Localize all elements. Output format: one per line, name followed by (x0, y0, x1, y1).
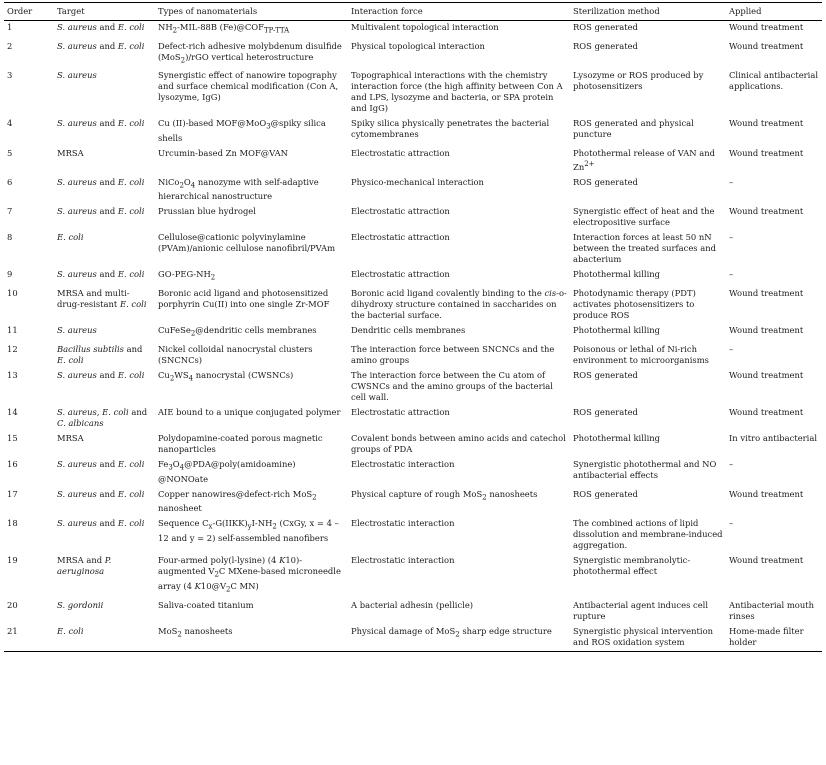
cell-order: 15 (7, 432, 18, 443)
cell-method: ROS generated (573, 22, 638, 32)
header-type: Types of nanomaterials (155, 3, 348, 21)
cell-force: Electrostatic attraction (351, 406, 450, 417)
cell-force: Electrostatic attraction (351, 148, 450, 159)
cell-order: 14 (7, 406, 18, 417)
nanomaterials-table (4, 2, 822, 652)
cell-type: CuFeSe$_2$@dendritic cells membranes (158, 325, 317, 338)
table-row (4, 205, 822, 231)
cell-method: Synergistic membranolytic-photothermal effect (573, 555, 691, 577)
table-row (4, 268, 822, 287)
cell-target: S. aureus (57, 70, 97, 81)
cell-method: Interaction forces at least 50 nN between the treated surfaces and abacterium (573, 232, 717, 265)
table-row (4, 369, 822, 406)
cell-order: 1 (7, 22, 13, 32)
cell-force: Spiky silica physically penetrates the bacterial cytomembranes (351, 118, 550, 140)
cell-method: ROS generated (573, 40, 638, 51)
header-force: Interaction force (348, 3, 570, 21)
cell-applied: – (729, 458, 734, 469)
table-row (4, 343, 822, 369)
cell-order: 6 (7, 176, 13, 187)
cell-method: Synergistic photothermal and NO antibacterial effects (573, 458, 717, 480)
cell-order: 12 (7, 343, 18, 354)
cell-order: 10 (7, 288, 18, 299)
cell-force: Physical damage of MoS$_2$ sharp edge structure (348, 625, 570, 652)
cell-method: Photothermal killing (573, 432, 661, 443)
cell-method: Photothermal killing (573, 325, 661, 336)
cell-method: The combined actions of lipid dissolution and membrane-induced aggregation. (573, 518, 723, 551)
cell-force: Electrostatic interaction (351, 518, 455, 529)
cell-type: $GO-PEG-NH_2$ (158, 269, 216, 283)
cell-method: Photothermal killing (573, 269, 661, 280)
cell-method: ROS generated (573, 406, 638, 417)
table-row (4, 40, 822, 70)
table-row (4, 324, 822, 343)
cell-target: S. aureus and E. coli (57, 22, 145, 32)
cell-target: S. aureus and E. coli (57, 369, 145, 380)
cell-target: MRSA (57, 148, 84, 159)
cell-force: Physical topological interaction (351, 40, 485, 51)
cell-order: 2 (7, 40, 13, 51)
table-body (4, 21, 822, 652)
table-row (4, 147, 822, 176)
cell-method: ROS generated (573, 488, 638, 499)
cell-force: Physico-mechanical interaction (351, 176, 484, 187)
cell-type: Four-armed poly(l-lysine) (4 K10)-augmented $V_2C$ MXene-based microneedle array (4 $K10@V_2C$ MN) (158, 555, 341, 594)
cell-type: Cu (II)-based MOF@MoO$_3$@spiky silica shells (158, 118, 326, 144)
cell-method: Synergistic effect of heat and the electropositive surface (573, 206, 715, 228)
cell-target: E. coli (54, 625, 155, 652)
cell-force: Electrostatic attraction (351, 206, 450, 217)
cell-order: 11 (7, 325, 18, 336)
header-applied: Applied (726, 3, 822, 21)
cell-type: Boronic acid ligand and photosensitized porphyrin Cu(II) into one single Zr-MOF (158, 288, 330, 310)
cell-target: MRSA and multi-drug-resistant E. coli (57, 288, 147, 310)
header-target: Target (54, 3, 155, 21)
cell-applied: Wound treatment (729, 118, 804, 129)
cell-method: Antibacterial agent induces cell rupture (573, 599, 709, 621)
cell-applied: Clinical antibacterial applications. (729, 70, 819, 92)
cell-type: AIE bound to a unique conjugated polymer (158, 406, 341, 417)
cell-applied: Wound treatment (729, 406, 804, 417)
header-method: Sterilization method (570, 3, 726, 21)
cell-target: S. aureus (57, 325, 97, 336)
cell-target: S. aureus and E. coli (57, 40, 145, 51)
table-header-row (4, 3, 822, 21)
cell-force: Boronic acid ligand covalently binding to the cis-o-dihydroxy structure contained in saccharides on the bacterial surface. (351, 288, 567, 321)
cell-target: MRSA and P. aeruginosa (57, 555, 112, 577)
cell-type: Nickel colloidal nanocrystal clusters (SNCNCs) (158, 343, 313, 365)
cell-method: Lysozyme or ROS produced by photosensitizers (573, 70, 704, 92)
cell-force: Electrostatic interaction (351, 555, 455, 566)
cell-type: Defect-rich adhesive molybdenum disulfide (MoS$_2$)/rGO vertical heterostructure (158, 40, 342, 65)
cell-target: S. aureus and E. coli (57, 176, 145, 187)
cell-type: MoS$_2$ nanosheets (155, 625, 348, 652)
table-row (4, 117, 822, 147)
cell-type: Polydopamine-coated porous magnetic nanoparticles (158, 432, 323, 454)
table-row (4, 517, 822, 554)
cell-type: $Cu_2WS_4$ nanocrystal (CWSNCs) (158, 369, 294, 383)
cell-target: S. aureus and E. coli (57, 458, 145, 469)
table-row (4, 458, 822, 488)
cell-applied: Wound treatment (729, 22, 804, 32)
cell-force: Electrostatic interaction (351, 458, 455, 469)
cell-order: 18 (7, 518, 18, 529)
cell-applied: In vitro antibacterial (729, 432, 817, 443)
cell-target: S. aureus and E. coli (57, 269, 145, 280)
cell-type: Synergistic effect of nanowire topography and surface chemical modification (Con A, lysozyme, IgG) (158, 70, 339, 103)
cell-type: Urcumin-based Zn MOF@VAN (158, 148, 288, 159)
cell-applied: Wound treatment (729, 148, 804, 159)
cell-order: 8 (7, 232, 13, 243)
cell-target: S. aureus and E. coli (57, 488, 145, 499)
cell-applied: – (729, 518, 734, 529)
cell-force: Electrostatic attraction (351, 269, 450, 280)
cell-force: Multivalent topological interaction (351, 22, 499, 32)
table-row (4, 554, 822, 598)
cell-method: ROS generated and physical puncture (573, 118, 694, 140)
table-row (4, 21, 822, 40)
cell-target: S. aureus and E. coli (57, 206, 145, 217)
cell-force: The interaction force between SNCNCs and the amino groups (351, 343, 555, 365)
cell-target: MRSA (57, 432, 84, 443)
cell-method: Synergistic physical intervention and ROS oxidation system (570, 625, 726, 652)
cell-applied: – (729, 232, 734, 243)
cell-target: S. aureus and E. coli (57, 518, 145, 529)
cell-applied: Wound treatment (729, 369, 804, 380)
cell-applied: Wound treatment (729, 325, 804, 336)
table-row (4, 287, 822, 324)
cell-type: Sequence $C_x-G(IIKK)_yI-NH_2$ (CxGy, x = 4 – 12 and y = 2) self-assembled nanofibers (158, 518, 339, 543)
cell-target: S. aureus, E. coli and C. albicans (57, 406, 148, 428)
cell-applied: – (729, 269, 734, 280)
cell-target: Bacillus subtilis and E. coli (57, 343, 143, 365)
cell-force: A bacterial adhesin (pellicle) (351, 599, 474, 610)
table-row (4, 406, 822, 432)
cell-target: S. gordonii (57, 599, 104, 610)
table-row (4, 231, 822, 268)
cell-order: 9 (7, 269, 13, 280)
cell-method: ROS generated (573, 176, 638, 187)
cell-order: 21 (4, 625, 54, 652)
cell-applied: – (729, 343, 734, 354)
cell-order: 16 (7, 458, 18, 469)
cell-force: Dendritic cells membranes (351, 325, 466, 336)
cell-order: 7 (7, 206, 13, 217)
cell-applied: Home-made filter holder (726, 625, 822, 652)
cell-applied: Wound treatment (729, 288, 804, 299)
cell-target: S. aureus and E. coli (57, 118, 145, 129)
cell-applied: Wound treatment (729, 488, 804, 499)
cell-method: Photothermal release of VAN and $Zn^{2+}$ (573, 148, 716, 172)
header-order: Order (4, 3, 54, 21)
cell-order: 19 (7, 555, 18, 566)
cell-force: Topographical interactions with the chemistry interaction force (the high affinity between Con A and LPS, lysozyme and bacteria, or SPA protein and IgG) (351, 70, 563, 114)
cell-applied: Wound treatment (729, 40, 804, 51)
cell-order: 5 (7, 148, 13, 159)
cell-applied: Wound treatment (729, 206, 804, 217)
cell-type: Saliva-coated titanium (158, 599, 254, 610)
cell-type: Cellulose@cationic polyvinylamine (PVAm)/anionic cellulose nanofibril/PVAm (158, 232, 336, 254)
cell-order: 17 (7, 488, 18, 499)
cell-force: Covalent bonds between amino acids and catechol groups of PDA (351, 432, 566, 454)
cell-type: Copper nanowires@defect-rich MoS$_2$ nanosheet (158, 488, 317, 514)
table-row (4, 69, 822, 117)
cell-type: Prussian blue hydrogel (158, 206, 256, 217)
cell-force: Electrostatic attraction (351, 232, 450, 243)
cell-order: 3 (7, 70, 13, 81)
cell-force: The interaction force between the Cu atom of CWSNCs and the amino groups of the bacterial cell wall. (351, 369, 553, 402)
table-row (4, 176, 822, 206)
cell-applied: Antibacterial mouth rinses (729, 599, 815, 621)
cell-type: $NH_2-MIL-88B$ $(Fe)@COF_{TP-TTA}$ (158, 22, 290, 35)
cell-method: Photodynamic therapy (PDT) activates photosensitizers to produce ROS (573, 288, 696, 321)
cell-method: ROS generated (573, 369, 638, 380)
cell-order: 20 (7, 599, 18, 610)
table-row (4, 488, 822, 518)
cell-force: Physical capture of rough MoS$_2$ nanosheets (351, 488, 538, 502)
cell-applied: – (729, 176, 734, 187)
cell-order: 13 (7, 369, 18, 380)
cell-applied: Wound treatment (729, 555, 804, 566)
cell-method: Poisonous or lethal of Ni-rich environment to microorganisms (573, 343, 709, 365)
cell-type: $NiCo_2O_4$ nanozyme with self-adaptive hierarchical nanostructure (158, 176, 319, 202)
table-row (4, 625, 822, 652)
cell-order: 4 (7, 118, 13, 129)
table-row (4, 432, 822, 458)
cell-target: E. coli (57, 232, 84, 243)
cell-type: $Fe_3O_4@PDA@poly(amidoamine)$ @NONOate (158, 458, 296, 484)
table-row (4, 599, 822, 625)
